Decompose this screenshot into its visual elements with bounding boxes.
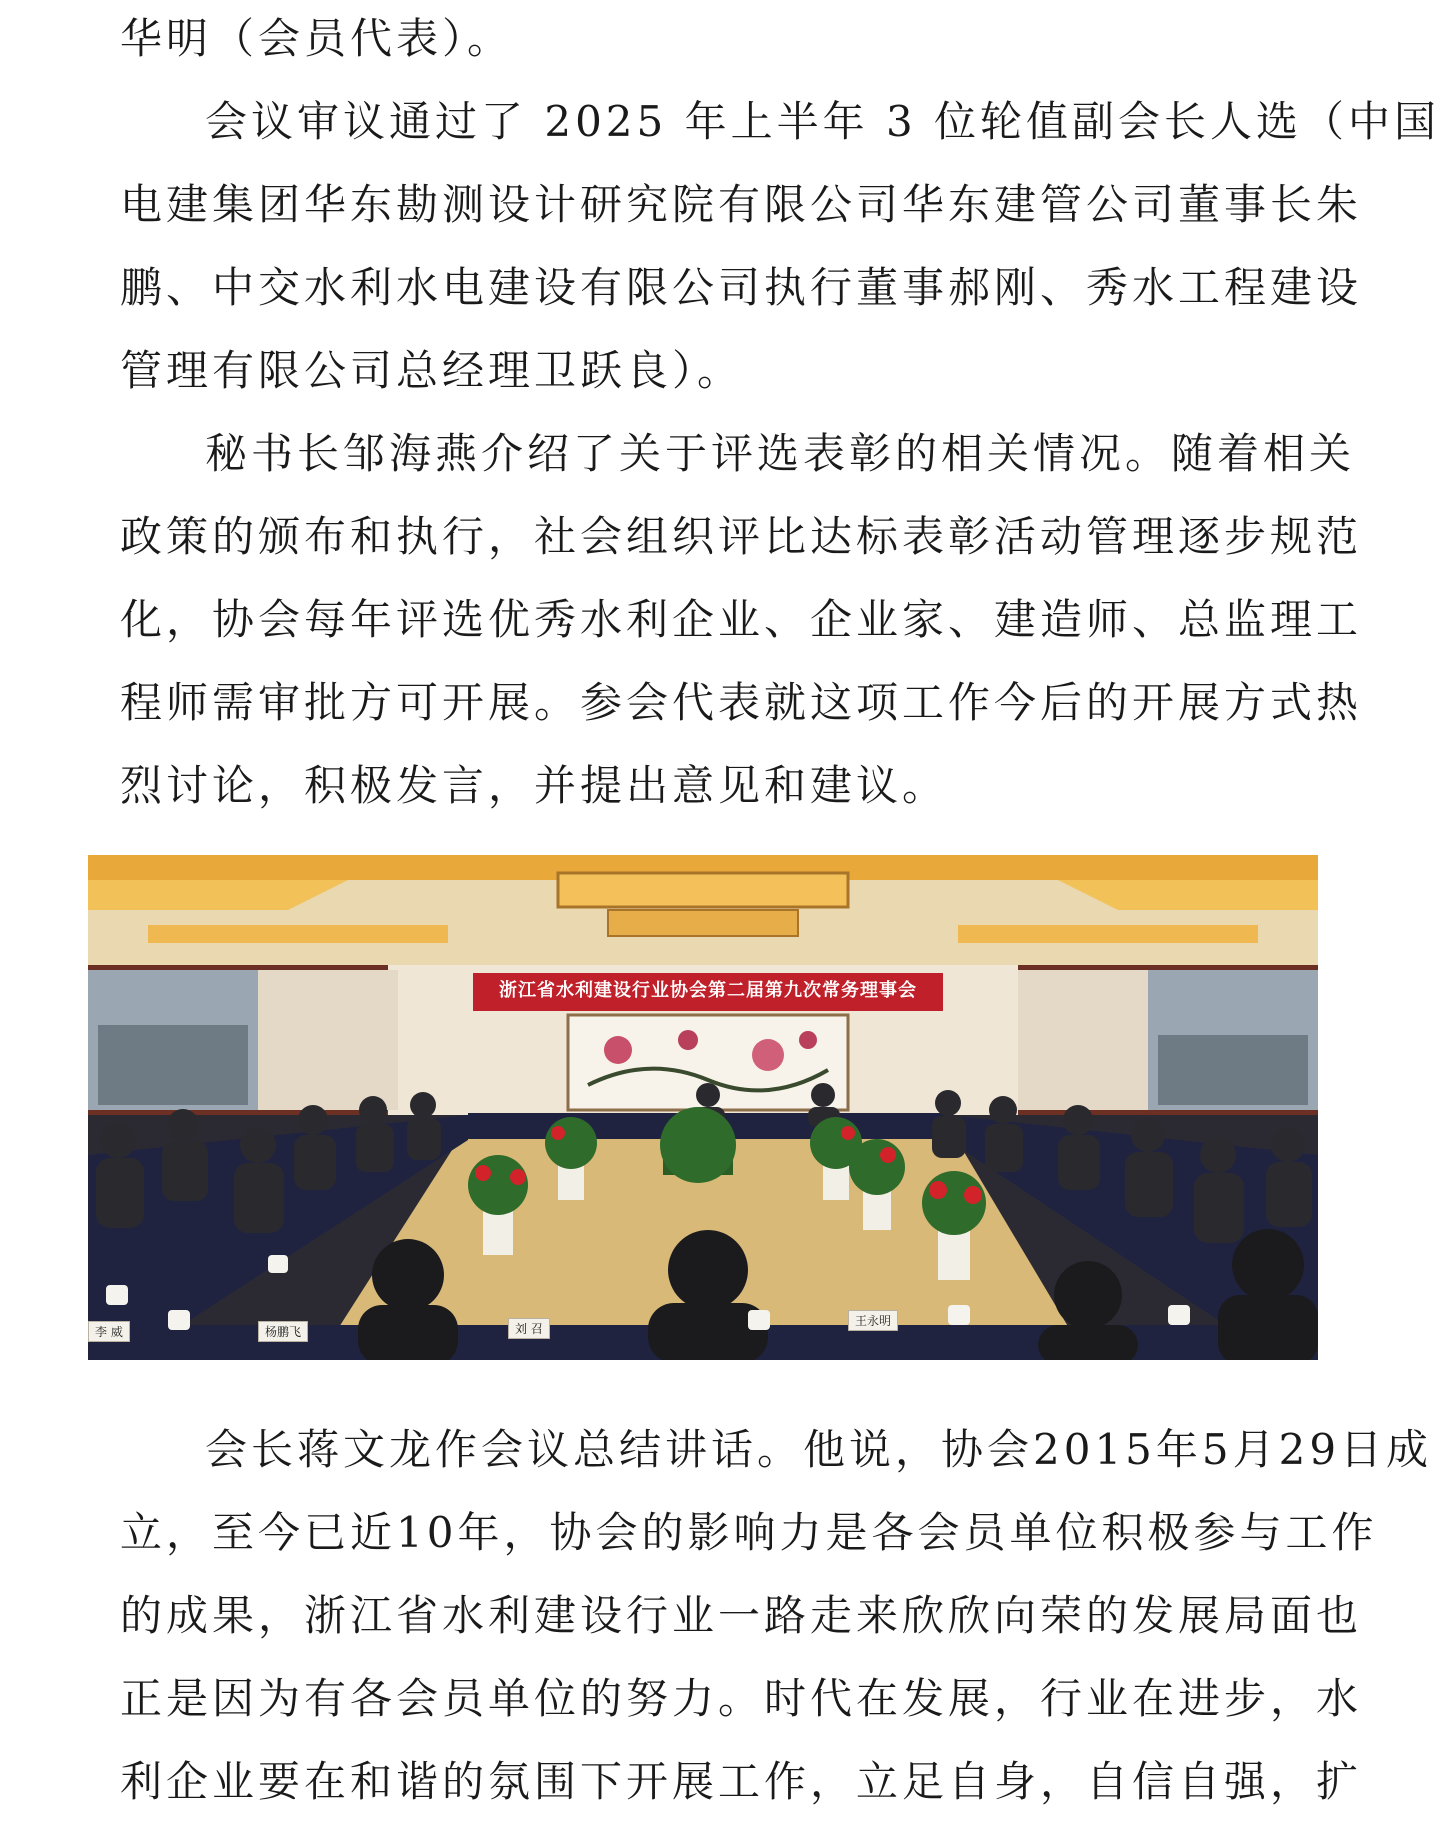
nameplate: 王永明 [848,1310,898,1331]
banner-text: 浙江省水利建设行业协会第二届第九次常务理事会 [499,980,917,1001]
meeting-photo-drawing [88,855,1318,1360]
text-line: 正是因为有各会员单位的努力。时代在发展，行业在进步，水 [120,1674,1363,1723]
nameplate: 刘 召 [508,1318,550,1339]
text-line: 烈讨论，积极发言，并提出意见和建议。 [120,761,949,810]
text-line: 政策的颁布和执行，社会组织评比达标表彰活动管理逐步规范 [120,512,1363,561]
text-line: 会长蒋文龙作会议总结讲话。他说，协会2015年5月29日成 [205,1425,1433,1474]
text-line: 电建集团华东勘测设计研究院有限公司华东建管公司董事长朱 [120,180,1363,229]
painting-flower [752,1039,784,1071]
meeting-photo [88,855,1318,1360]
text-line: 的成果，浙江省水利建设行业一路走来欣欣向荣的发展局面也 [120,1591,1363,1640]
text-line: 程师需审批方可开展。参会代表就这项工作今后的开展方式热 [120,678,1363,727]
curtain-right [1018,970,1148,1110]
text-line: 化，协会每年评选优秀水利企业、企业家、建造师、总监理工 [120,595,1363,644]
nameplate: 杨鹏飞 [258,1321,308,1342]
text-line: 立，至今已近10年，协会的影响力是各会员单位积极参与工作 [120,1508,1378,1557]
ceiling-light [958,925,1258,943]
ceiling-panel-center [608,910,798,936]
painting-flower [799,1031,817,1049]
ceiling-light [148,925,448,943]
text-line: 华明（会员代表）。 [120,14,514,63]
text-line: 利企业要在和谐的氛围下开展工作，立足自身，自信自强，扩 [120,1757,1363,1806]
text-line: 管理有限公司总经理卫跃良）。 [120,346,744,395]
ceiling-panel-center [558,873,848,907]
text-line: 秘书长邹海燕介绍了关于评选表彰的相关情况。随着相关 [205,429,1356,478]
city-view [98,1025,248,1105]
nameplate: 李 威 [88,1321,130,1342]
painting-flower [678,1030,698,1050]
text-line: 会议审议通过了 2025 年上半年 3 位轮值副会长人选（中国 [205,97,1441,146]
city-view [1158,1035,1308,1105]
text-line: 鹏、中交水利水电建设有限公司执行董事郝刚、秀水工程建设 [120,263,1363,312]
painting-flower [604,1036,632,1064]
curtain-left [258,970,398,1110]
